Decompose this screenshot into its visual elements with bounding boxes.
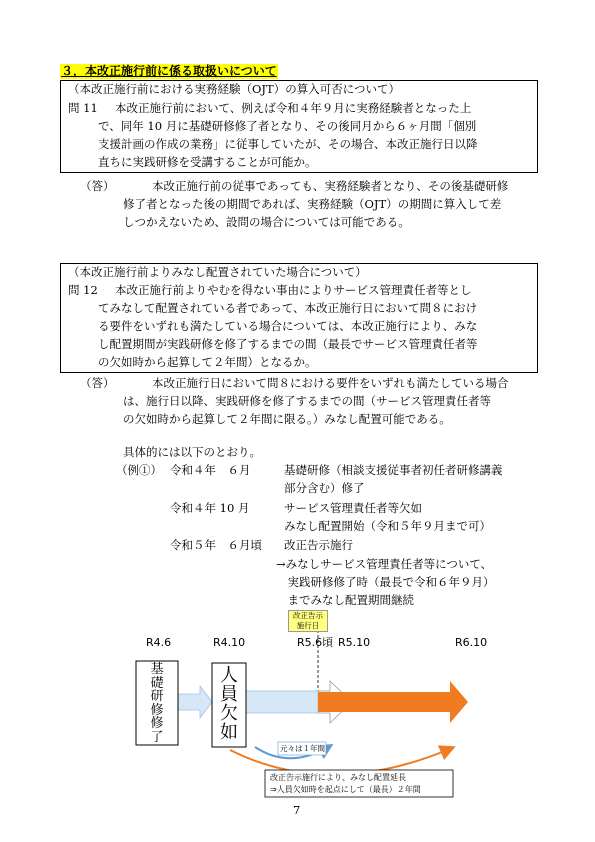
orange-arrow (318, 681, 468, 723)
timeline-label: R5.10 (338, 636, 371, 649)
bottom-note-line-2: ⇒人員欠如時を起点にして（最長）２年間 (270, 785, 421, 794)
box-char: 了 (150, 729, 164, 745)
answer-12-line: 本改正施行日において問８における要件をいずれも満たしている場合 (152, 376, 509, 390)
transition-arrow (178, 686, 212, 718)
box-char: 如 (220, 722, 238, 743)
page-number: 7 (293, 803, 301, 817)
box-char: 人 (220, 665, 238, 686)
example-label: （例①） (116, 463, 162, 477)
example-date: 令和４年 ６月 (170, 463, 251, 477)
answer-11-line: 本改正施行前の従事であっても、実務経験者となり、その後基礎研修 (152, 179, 509, 193)
timeline-label: R6.10 (455, 636, 488, 649)
question-12-label: 問 12 (68, 283, 98, 297)
answer-12-line: の欠如時から起算して２年間に限る。）みなし配置可能である。 (123, 412, 451, 426)
question-12-line: る要件をいずれも満たしている場合については、本改正施行により、みな (98, 319, 478, 333)
callout-line-2: 施行日 (296, 621, 320, 630)
timeline-label: R4.10 (213, 636, 246, 649)
question-11-label: 問 11 (68, 101, 98, 115)
question-12-title: （本改正施行前よりみなし配置されていた場合について） (68, 265, 367, 279)
example-event: までみなし配置期間継続 (276, 593, 414, 607)
example-date: 令和４年 10 月 (170, 501, 250, 515)
example-event: 実践研修修了時（最長で令和６年９月） (276, 575, 495, 589)
example-event: みなし配置開始（令和５年９月まで可） (284, 519, 491, 533)
box-char: 修 (150, 716, 164, 731)
example-date: 令和５年 ６月頃 (170, 538, 262, 552)
one-year-note: 元々は１年間 (280, 744, 325, 753)
answer-11-label: （答） (80, 179, 115, 193)
box-char: 修 (150, 702, 164, 718)
section-heading: ３．本改正施行前に係る取扱いについて (61, 64, 277, 78)
example-event: →みなしサービス管理責任者等について、 (276, 557, 493, 571)
answer-12-label: （答） (80, 376, 115, 390)
timeline-label: R4.6 (146, 636, 172, 649)
question-11-line: 本改正施行前において、例えば令和４年９月に実務経験者となった上 (115, 101, 472, 115)
answer-11-line: 修了者となった後の期間であれば、実務経験（OJT）の期間に算入して差 (123, 197, 502, 211)
box-char: 欠 (220, 703, 238, 724)
timeline-label: R5.6頃 (297, 636, 334, 649)
question-11-title: （本改正施行前における実務経験（OJT）の算入可否について） (68, 82, 400, 96)
example-event: サービス管理責任者等欠如 (284, 501, 422, 515)
answer-12-line: は、施行日以降、実践研修を修了するまでの間（サービス管理責任者等 (123, 394, 491, 408)
bottom-note-line-1: 改正告示施行により、みなし配置延長 (270, 773, 406, 782)
question-11-line: 支援計画の作成の業務」に従事していたが、その場合、本改正施行日以降 (98, 137, 478, 151)
question-12-line: の欠如時から起算して２年間）となるか。 (98, 355, 317, 369)
box-char: 基 (150, 662, 164, 677)
question-12-line: てみなして配置されている者であって、本改正施行日において問８におけ (98, 301, 478, 315)
box-char: 礎 (150, 675, 164, 691)
callout-box (288, 610, 328, 632)
callout-line-1: 改正告示 (293, 611, 323, 620)
light-blue-bar (246, 691, 318, 713)
example-event: 基礎研修（相談支援従事者初任者研修講義 (284, 463, 503, 477)
vacancy-text (214, 666, 244, 742)
question-11-line: 直ちに実践研修を受講することが可能か。 (98, 155, 317, 169)
example-event: 部分含む）修了 (284, 481, 365, 495)
example-event: 改正告示施行 (284, 538, 353, 552)
box-char: 員 (220, 684, 238, 705)
answer-11-line: しつかえないため、設問の場合については可能である。 (123, 215, 410, 229)
question-12-line: 本改正施行前よりやむを得ない事由によりサービス管理責任者等とし (115, 283, 472, 297)
question-11-line: で、同年 10 月に基礎研修修了者となり、その後同月から６ヶ月間「個別 (98, 119, 477, 133)
example-intro: 具体的には以下のとおり。 (123, 445, 261, 459)
box-char: 研 (150, 689, 164, 704)
basic-training-text (145, 663, 169, 744)
question-12-line: し配置期間が実践研修を修了するまでの間（最長でサービス管理責任者等 (98, 337, 478, 351)
